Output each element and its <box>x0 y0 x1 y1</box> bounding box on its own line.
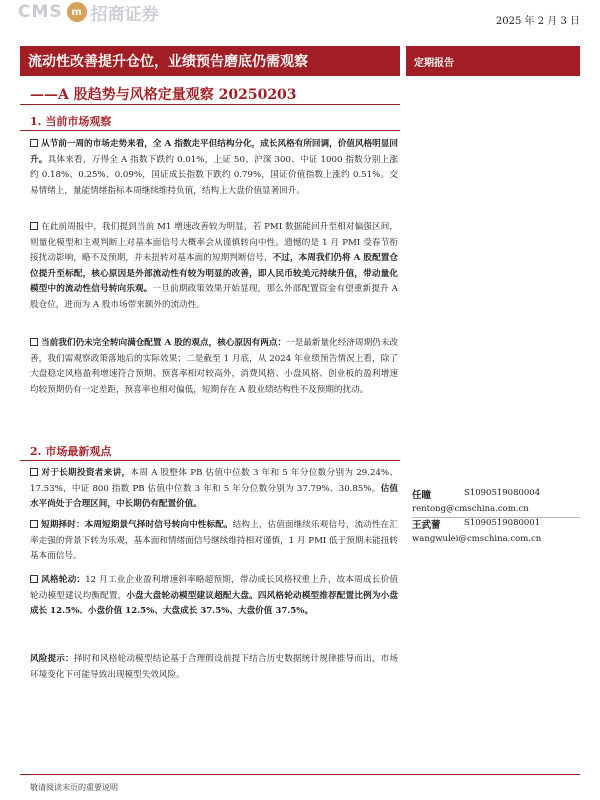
bullet-square-icon <box>30 575 38 583</box>
section-2-bullet-3 <box>30 573 398 620</box>
logo-cms-text: CMS <box>18 2 63 22</box>
risk-label: 风险提示： <box>30 654 74 664</box>
bullet-square-icon <box>30 468 38 476</box>
risk-text: 择时和风格轮动模型结论基于合理假设前提下结合历史数据统计规律推导而出，市场环境变化下可能导致出现模型失效风险。 <box>30 654 398 680</box>
bullet-lead: 当前我们仍未完全转向满仓配置 A 股的观点，核心原因有两点： <box>41 338 287 348</box>
bullet-lead: 从节前一周的市场走势来看，全 A 指数走平但结构分化，成长风格有所回调，价值风格明显回升。 <box>30 139 398 165</box>
bullet-square-icon <box>30 520 38 528</box>
bullet-emphasis: 估值水平尚处于合理区间，中长期仍有配置价值。 <box>30 483 398 510</box>
analyst-id: S1090519080004 <box>464 488 541 498</box>
bullet-body: 一是最新量化经济周期仍未改善，我们需观察政策落地后的实际效果；二是截至 1 月底，从 2024 年业绩预告情况上看，除了大盘稳定风格盈利增速符合预期、预喜率相对较高外，消费风格、小盘风格、创业板的盈利增速均较预期仍有一定差距，预喜率也相对偏低，短期存在 A 股业绩结构性不及预期的扰动。 <box>30 338 398 395</box>
bullet-body: 12 月工业企业盈利增速斜率略超预期，带动成长风格权重上升，故本周成长价值轮动模型建议均衡配置， <box>30 575 398 601</box>
bullet-body: 具体来看，万得全 A 指数下跌约 0.01%，上证 50、沪深 300、中证 1000 指数分别上涨约 0.18%、0.25%、0.09%，国证成长指数下跌约 0.79%，国证价值指数上涨约 0.51%。交易情绪上，量能情绪指标本周继续维持负值，结构上大盘价值显著回升。 <box>30 154 398 196</box>
bullet-lead: 短期择时：本周短期景气择时信号转向中性标配。 <box>41 520 233 530</box>
bullet-lead: 对于长期投资者来讲， <box>41 468 131 478</box>
bullet-lead: 风格轮动： <box>41 575 86 585</box>
bullet-body: 在此前周报中，我们提到当前 M1 增速改善较为明显，若 PMI 数据能回升至相对偏强区间，则量化模型和主观判断上对基本面信号大概率会从谨慎转向中性。遗憾的是 1 月 PMI 受春节衔接扰动影响，略不及预期，并未扭转对基本面的短期判断信号， <box>30 222 398 264</box>
footer-divider <box>20 774 580 775</box>
logo-company-name: 招商证券 <box>90 4 159 25</box>
subtitle-divider <box>20 104 400 105</box>
report-title: 流动性改善提升仓位，业绩预告磨底仍需观察 <box>28 54 308 70</box>
bullet-emphasis: 不过，本周我们仍将 A 股配置仓位提升至标配，核心原因是外部流动性有较为明显的改善，即人民币较美元持续升值，带动量化模型中的流动性信号转向乐观。 <box>30 253 398 295</box>
section-1-title: 1. 当前市场观察 <box>30 115 112 128</box>
analyst-id: S1090519080001 <box>464 518 541 528</box>
section-2-bullet-1 <box>30 466 398 513</box>
bullet-body: 结构上，估值面继续乐观信号，流动性在汇率走强的背景下转为乐观，基本面和情绪面信号继续维持相对谨慎，1 月 PMI 低于预期未能扭转基本面信号。 <box>30 520 398 562</box>
analyst-name: 王武蕾 <box>412 520 441 531</box>
logo-mark-icon: m <box>67 2 87 22</box>
analyst-2 <box>412 517 542 544</box>
risk-warning <box>30 652 398 683</box>
report-type-label: 定期报告 <box>414 58 454 69</box>
bullet-tail: 一旦前期政策效果开始显现，那么外部配置资金有望重新提升 A 股仓位，进而为 A 股市场带来额外的流动性。 <box>30 284 398 310</box>
section-1-bullet-3 <box>30 336 398 398</box>
analyst-email: wangwulei@cmschina.com.cn <box>412 534 542 544</box>
bullet-square-icon <box>30 222 38 230</box>
title-banner <box>20 46 400 76</box>
bullet-square-icon <box>30 338 38 346</box>
report-date: 2025 年 2 月 3 日 <box>495 16 580 27</box>
company-logo <box>18 0 159 24</box>
bullet-body: 本周 A 股整体 PB 估值中位数 3 年和 5 年分位数分别为 29.24%、17.53%，中证 800 指数 PB 估值中位数 3 年和 5 年分位数分别为 37.79%、30.85%。 <box>30 468 398 494</box>
footer-disclaimer: 敬请阅读末页的重要说明 <box>30 783 118 792</box>
section-1-bullet-2 <box>30 220 398 314</box>
section-1-bullet-1 <box>30 137 398 199</box>
section-2-divider <box>20 460 400 461</box>
bullet-square-icon <box>30 139 38 147</box>
section-2-bullet-2 <box>30 518 398 565</box>
page-header <box>0 0 600 34</box>
analyst-email: rentong@cmschina.com.cn <box>412 504 529 514</box>
analyst-1 <box>412 487 541 514</box>
side-banner <box>406 46 580 76</box>
report-subtitle: ——A 股趋势与风格定量观察 20250203 <box>30 87 297 103</box>
section-1-divider <box>20 130 400 131</box>
bullet-emphasis: 小盘大盘轮动模型建议超配大盘。四风格轮动模型推荐配置比例为小盘成长 12.5%、小盘价值 12.5%、大盘成长 37.5%、大盘价值 37.5%。 <box>30 590 398 617</box>
section-2-title: 2. 市场最新观点 <box>30 445 112 458</box>
analyst-name: 任瞳 <box>412 490 432 501</box>
